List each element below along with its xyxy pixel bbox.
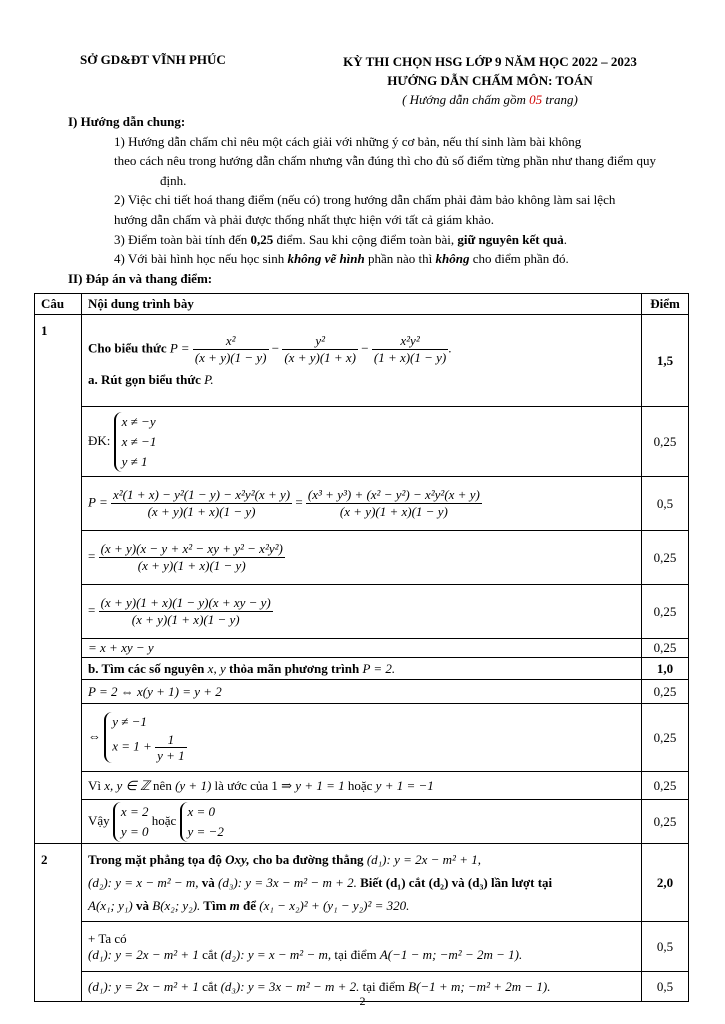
col-question: Câu [35,294,82,315]
r3-n1: x²(1 + x) − y²(1 − y) − x²y²(x + y) [112,487,291,502]
row-conclusion [82,800,642,844]
points-r10: 0,25 [642,772,689,800]
solution-2 [180,802,224,842]
r10-mid1: nên [153,777,172,793]
r2-c2: x ≠ −1 [121,433,157,449]
r7-eq: P = 2. [362,660,396,676]
r13-d: (d₂): y = x − m² − m, [220,946,332,962]
r12-d3: (d₃): y = 3x − m² − m + 2. [218,875,357,890]
r7-b: b. Tìm các số nguyên [88,660,205,676]
r12-l1b: Oxy, [225,852,250,867]
r14-c: (d₃): y = 3x − m² − m + 2. [220,978,360,994]
points-r8: 0,25 [642,680,689,704]
r1-label: Cho biểu thức [88,340,167,356]
p4-b1: không vẽ hình [287,251,365,267]
r2-dk: ĐK: [88,432,111,448]
p4-mid: phần nào thì [364,251,436,267]
p3-pre: 3) Điểm toàn bài tính đến [114,231,251,247]
r12-l3b: và [136,898,150,913]
page-count-post: trang) [542,92,578,107]
r2-c1: x ≠ −y [121,413,156,429]
exam-title: KỲ THI CHỌN HSG LỚP 9 NĂM HỌC 2022 – 2023 [343,54,637,69]
points-r5: 0,25 [642,585,689,639]
r1-frac2 [282,333,358,366]
points-r2: 0,25 [642,407,689,477]
r1-d2: (x + y)(1 + x) [284,350,357,365]
r11-s2a: x = 0 [187,803,216,819]
points-r13: 0,5 [642,922,689,972]
equiv-system [104,712,186,763]
r1-n2: y² [282,333,358,350]
guide-p2a: 2) Việc chi tiết hoá thang điểm (nếu có) trong hướng dẫn chấm phải đảm bảo không làm sai lệch [114,192,616,208]
r3-p: P = [88,494,108,510]
r1-n3: x²y² [372,333,448,350]
r9-frac [155,732,187,763]
page-count-num: 05 [529,92,543,107]
col-points: Điểm [642,294,689,315]
p4-end: cho điểm phần đó. [469,251,569,267]
r12-l1c: cho ba đường thẳng [252,852,364,867]
col-content: Nội dung trình bày [82,294,642,315]
condition-system [114,412,157,472]
r12-l3f: (x₁ − x₂)² + (y₁ − y₂)² = 320. [259,898,410,913]
guide-p1b: theo cách nêu trong hướng dẫn chấm nhưng vẫn đúng thì cho đủ số điểm từng phần như thang điểm quy định. [114,153,656,188]
row-result-a: = x + xy − y [82,639,642,658]
r12-l3a: A(x₁; y₁) [88,898,133,913]
p4-pre: 4) Với bài hình học nếu học sinh [114,251,288,267]
r10-mid2: là ước của 1 ⇒ [214,777,293,793]
r1-d1: (x + y)(1 − y) [194,350,267,365]
r3-frac2 [306,487,482,520]
row-intersection-a [82,922,642,972]
r13-f: A(−1 − m; −m² − 2m − 1). [379,946,523,962]
row-problem-1b [82,658,642,680]
r2-c3: y ≠ 1 [121,453,148,469]
r12-l2b: Biết (d₁) cắt (d₂) và (d₃) lần lượt tại [360,875,553,890]
r3-d2: (x + y)(1 + x)(1 − y) [339,504,448,519]
p3-end: . [563,231,568,247]
p4-b2: không [435,251,470,267]
row-factor-1: = $\frac{\text{(x + y)(x − y + x² − xy + y² − x²y²)}}{(x + y)(1 + x)(1 - y)}$ [82,531,642,585]
r9-c2-pre: x = 1 + [112,738,152,754]
r1-p: P = [169,340,190,356]
guide-p3 [68,230,678,250]
points-r4: 0,25 [642,531,689,585]
department-name: SỞ GD&ĐT VĨNH PHÚC [80,52,226,67]
r11-pre: Vậy [88,812,110,828]
r9-num: 1 [155,732,187,748]
r13-b: (d₁): y = 2x − m² + 1 [88,946,199,962]
guide-heading: I) Hướng dẫn chung: [68,114,186,129]
r12-l3c: B(x₂; y₂). [152,898,201,913]
r9-arrow: ⇔ [88,728,101,744]
answer-table [34,293,689,1002]
r12-and: và [201,875,215,890]
points-r9: 0,25 [642,704,689,772]
r1-a-var: P. [204,372,214,387]
question-2: 2 [35,844,82,1002]
r11-or: hoặc [151,812,177,828]
row-expand: P = $\frac{\text{x²(1 + x) − y²(1 − y) − x²y²(x + y)}}{(x + y)(1 + x)(1 - y)}$ = $\frac{\text{(x³ + y³) + (x² − y²) − x²y²(x + y)}}{(x + y)(1 + x)(1 - y)}$ [82,477,642,531]
row-factor-2: = $\frac{(x + y)(1 + x)(1 - y)(x + xy - y)}{(x + y)(1 + x)(1 - y)}$ [82,585,642,639]
r11-s2b: y = −2 [187,823,224,839]
r1-frac1 [193,333,269,366]
row-problem-2 [82,844,642,922]
r12-m: m [229,898,240,913]
page-count-note [300,90,680,109]
r10-or: hoặc [347,777,373,793]
r4-d: (x + y)(1 + x)(1 − y) [137,558,246,573]
r13-a: + Ta có [88,930,127,946]
solution-1 [113,802,149,842]
r10-cond: x, y ∈ ℤ [104,777,150,793]
r10-pre: Vì [88,777,101,793]
points-r7: 1,0 [642,658,689,680]
r3-frac1 [111,487,292,520]
r1-d3: (1 + x)(1 − y) [373,350,447,365]
r12-d1: (d₁): y = 2x − m² + 1, [366,852,481,867]
r10-div: (y + 1) [175,777,212,793]
points-r1: 1,5 [642,315,689,407]
p3-b2: giữ nguyên kết quả [457,231,564,247]
r14-e: B(−1 + m; −m² + 2m − 1). [408,978,551,994]
exam-header [300,52,680,109]
guide-p2b: hướng dẫn chấm và phải được thống nhất thực hiện với tất cả giám khảo. [114,211,495,227]
r12-d2: (d₂): y = x − m² − m, [88,875,199,890]
subject-title: HƯỚNG DẪN CHẤM MÔN: TOÁN [387,73,593,88]
r5-n: (x + y)(1 + x)(1 − y)(x + xy − y) [100,595,271,610]
r10-e1: y + 1 = 1 [295,777,345,793]
r5-frac [99,595,273,628]
points-r11: 0,25 [642,800,689,844]
general-guide [68,112,678,288]
guide-p4 [68,249,678,269]
r12-l1a: Trong mặt phẳng tọa độ [88,852,222,867]
page-count-pre: ( Hướng dẫn chấm gồm [402,92,530,107]
r4-frac [99,541,285,574]
points-r14: 0,5 [642,972,689,1002]
points-r6: 0,25 [642,639,689,658]
guide-p1a: 1) Hướng dẫn chấm chỉ nêu một cách giải với những ý cơ bản, nếu thí sinh làm bài không [114,133,582,149]
r9-c1: y ≠ −1 [112,714,147,729]
r12-l3d: Tìm [203,898,227,913]
row-equation: P = 2 ⇔ x(y + 1) = y + 2 [82,680,642,704]
r1-n1: x² [193,333,269,350]
row-problem-1: Cho biểu thức P = $\frac{\text{x²}}{(x + y)(1 - y)}$ − $\frac{\text{y²}}{(x + y)(1 + x)}$ − $\frac{\text{x²y²}}{(1 + x)(1 - y)}$ . a. Rút gọn biểu thức P. [82,315,642,407]
r14-b: cắt [202,978,218,994]
r14-a: (d₁): y = 2x − m² + 1 [88,978,199,994]
r3-n2: (x³ + y³) + (x² − y²) − x²y²(x + y) [307,487,480,502]
r12-l3e: để [243,898,257,913]
r11-s1a: x = 2 [120,803,149,819]
r13-e: tại điểm [334,946,377,962]
r3-d1: (x + y)(1 + x)(1 − y) [147,504,256,519]
r10-e2: y + 1 = −1 [375,777,434,793]
r7-vars: x, y [207,660,226,676]
p3-mid: điểm. Sau khi cộng điểm toàn bài, [273,231,458,247]
r14-d: tại điểm [362,978,405,994]
points-r3: 0,5 [642,477,689,531]
r13-c: cắt [202,946,218,962]
r1-frac3 [372,333,448,366]
r1-a: a. Rút gọn biểu thức [88,372,201,387]
r5-d: (x + y)(1 + x)(1 − y) [131,612,240,627]
points-r12: 2,0 [642,844,689,922]
row-divisor [82,772,642,800]
row-condition [82,407,642,477]
page-number: 2 [359,994,366,1008]
r4-n: (x + y)(x − y + x² − xy + y² − x²y²) [100,541,283,556]
row-system [82,704,642,772]
answers-heading: II) Đáp án và thang điểm: [68,270,213,286]
r9-den: y + 1 [157,748,185,763]
question-1: 1 [35,315,82,844]
p3-b1: 0,25 [250,231,274,247]
r11-s1b: y = 0 [120,823,149,839]
r7-mid: thỏa mãn phương trình [228,660,360,676]
